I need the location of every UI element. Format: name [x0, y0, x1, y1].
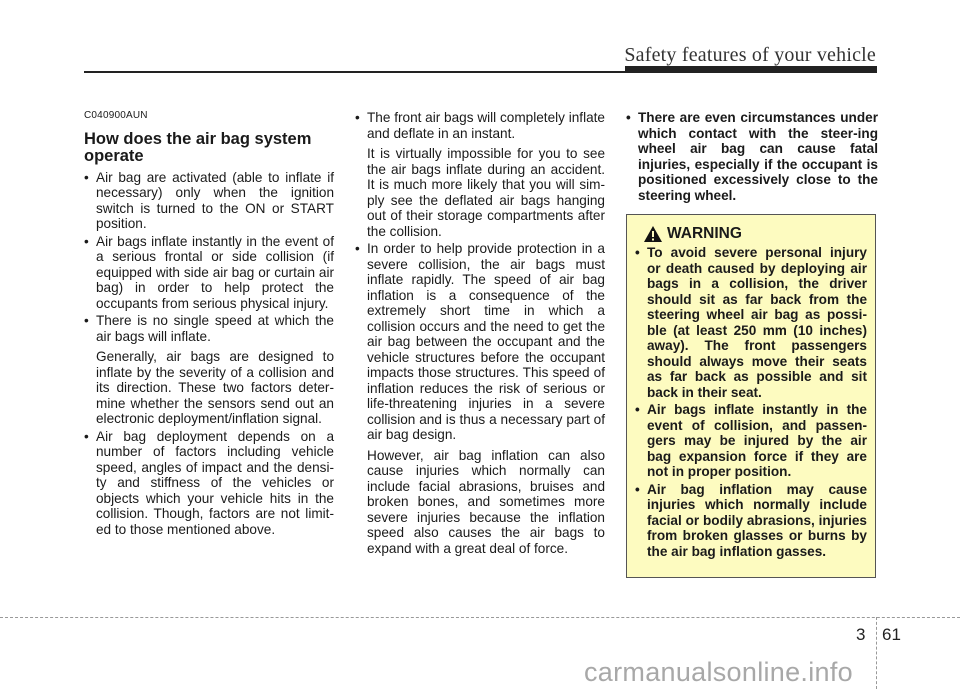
bullet-list: [355, 110, 605, 141]
warning-header: [643, 225, 867, 243]
bullet-item: • Air bags inflate instantly in the event of a serious frontal or side collision (if equipped with side air bag or curtain air bag) in order to help protect the occupants from serious physical injury.: [84, 234, 334, 312]
header-rule-thin: [84, 71, 844, 73]
paragraph: It is virtually impossible for you to see the air bags inflate during an accident. It is much more likely that you will sim-ply see the deflated air bags hanging out of their storage compartments after the collision.: [367, 146, 605, 239]
watermark: carmanualsonline.info: [584, 657, 853, 687]
bullet-item: • There is no single speed at which the air bags will inflate.: [84, 313, 334, 344]
footer-separator: [876, 617, 877, 689]
warning-list: [635, 245, 867, 559]
bullet-list: [355, 241, 605, 443]
bullet-item: • Air bag deployment depends on a number of factors including vehicle speed, angles of impact and the densi-ty and stiffness of the vehicles or objects which your vehicle hits in the collision. Though, factors are not limit-ed to those mentioned above.: [84, 429, 334, 538]
bullet-item: • Air bag are activated (able to inflate if necessary) only when the ignition switch is turned to the ON or START position.: [84, 170, 334, 232]
section-heading: How does the air bag system operate: [84, 129, 312, 165]
bullet-list: [626, 110, 878, 203]
bullet-list: [84, 429, 334, 538]
paragraph: However, air bag inflation can also cause injuries which normally can include facial abrasions, bruises and broken bones, and sometimes more severe injuries because the inflation speed also causes the air bags to expand with a great deal of force.: [367, 447, 605, 556]
warning-item: • Air bags inflate instantly in the event of collision, and passen-gers may be injured by the air bag expansion force if they are not in proper position.: [635, 402, 867, 480]
bullet-list: [84, 170, 334, 345]
warning-triangle-icon: [643, 225, 663, 243]
section-code: C040900AUN: [84, 110, 148, 121]
header-title: Safety features of your vehicle: [624, 44, 876, 66]
footer-rule: [0, 617, 960, 618]
warning-item: • To avoid severe personal injury or death caused by deploying air bags in a collision, the driver should sit as far back from the steering wheel air bag as possi-ble (at least 250 mm (10 inches) away). The front passengers should always move their seats as far back as possible and sit back in their seat.: [635, 245, 867, 400]
bullet-item: • There are even circumstances under which contact with the steer-ing wheel air bag can cause fatal injuries, especially if the occupant is positioned excessively close to the steering wheel.: [626, 110, 878, 203]
warning-title: WARNING: [667, 225, 742, 243]
paragraph: Generally, air bags are designed to inflate by the severity of a collision and its direction. These two factors deter-mine whether the sensors send out an electronic deployment/inflation signal.: [96, 349, 334, 426]
middle-column: [355, 110, 605, 558]
page-number: 61: [882, 625, 901, 644]
bullet-item: • In order to help provide protection in a severe collision, the air bags must inflate rapidly. The speed of air bag inflation is a consequence of the extremely short time in which a collision occurs and the need to get the air bag between the occupant and the vehicle structures before the occupant impacts those structures. This speed of inflation reduces the risk of serious or life-threatening injuries in a severe collision and is thus a necessary part of air bag design.: [355, 241, 605, 443]
bullet-item: • The front air bags will completely inflate and deflate in an instant.: [355, 110, 605, 141]
left-column: [84, 108, 334, 539]
warning-item: • Air bag inflation may cause injuries which normally include facial or bodily abrasions, injuries from broken glasses or burns by the air bag inflation gasses.: [635, 482, 867, 560]
chapter-number: 3: [856, 625, 866, 644]
warning-box: [626, 214, 876, 578]
right-column: [626, 110, 878, 205]
